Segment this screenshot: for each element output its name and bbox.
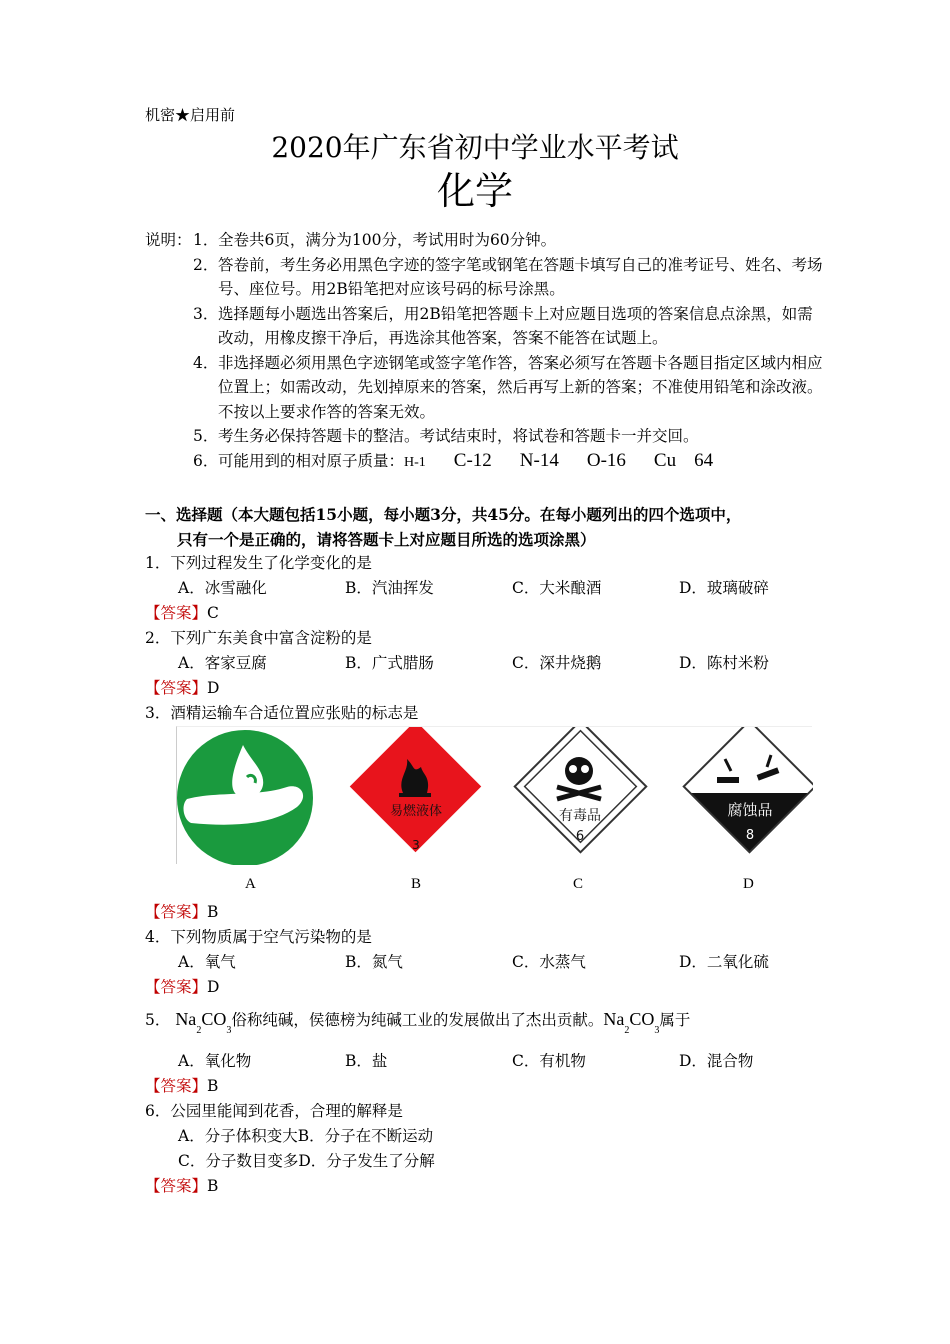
answer <box>145 676 219 698</box>
exam-title: 2020年广东省初中学业水平考试 <box>271 131 679 164</box>
option: C．分子数目变多 <box>178 1152 299 1170</box>
confidential-mark: 机密★启用前 <box>145 106 236 124</box>
answer <box>145 601 219 623</box>
option: B．盐 <box>345 1052 388 1070</box>
answer-value: D <box>207 679 220 697</box>
instr-text: 非选择题必须用黑色字迹钢笔或签字笔作答，答案必须写在答题卡各题目指定区域内相应位置上；如需改动，先划掉原来的答案，然后再写上新的答案；不准使用铅笔和涂改液。不按以上要求作答的答案无效。 <box>218 353 823 421</box>
instr-num: 3． <box>193 304 219 323</box>
option: A．氧气 <box>178 953 236 971</box>
option: D．混合物 <box>679 1052 754 1070</box>
question-options <box>178 651 846 673</box>
mass-c: C-12 <box>453 449 492 471</box>
answer <box>145 1074 218 1096</box>
option: D．陈村米粉 <box>679 654 769 672</box>
instr-num: 5． <box>193 427 219 445</box>
formula-sub: 3 <box>226 1025 232 1036</box>
option: B．分子在不断运动 <box>297 1127 434 1145</box>
mass-o: O-16 <box>586 449 626 471</box>
hazard-signs-image <box>176 726 812 864</box>
question-stem <box>145 1008 690 1036</box>
question-stem: 2．下列广东美食中富含淀粉的是 <box>145 629 372 647</box>
sign-d-text: 腐蚀品 <box>727 801 773 819</box>
option: D．二氧化硫 <box>679 953 769 971</box>
answer <box>145 975 219 997</box>
formula-na2co3 <box>603 1009 660 1036</box>
formula-sub: 2 <box>196 1025 202 1036</box>
formula-na2co3 <box>175 1009 232 1036</box>
mass-cu: Cu <box>653 449 677 471</box>
sign-b-num: 3 <box>412 838 420 852</box>
formula-na: Na <box>603 1009 625 1029</box>
instructions <box>145 228 825 475</box>
sign-d-num: 8 <box>745 828 755 843</box>
instr-text: 选择题每小题选出答案后，用2B铅笔把答题卡上对应题目选项的答案信息点涂黑，如需改动，用橡皮擦干净后，再选涂其他答案，答案不能答在试题上。 <box>218 304 813 347</box>
option: A．氧化物 <box>178 1052 252 1070</box>
answer-value: B <box>207 1177 219 1195</box>
mass-h: H-1 <box>404 454 426 470</box>
question-options <box>178 950 846 972</box>
formula-na: Na <box>175 1009 197 1029</box>
answer-bracket: 【答案】 <box>145 903 208 921</box>
answer-bracket: 【答案】 <box>145 604 208 622</box>
option: C．大米酿酒 <box>512 579 602 597</box>
image-label-c: C <box>573 876 584 892</box>
answer-value: B <box>207 903 219 921</box>
answer-value: C <box>207 604 219 622</box>
exam-subject: 化学 <box>436 169 513 213</box>
option: D．分子发生了分解 <box>298 1152 435 1170</box>
instructions-lead: 说明： <box>145 231 192 249</box>
section-line2: 只有一个是正确的，请将答题卡上对应题目所选的选项涂黑） <box>177 530 596 549</box>
option: A．客家豆腐 <box>178 654 267 672</box>
question-text: 俗称纯碱，侯德榜为纯碱工业的发展做出了杰出贡献。 <box>231 1011 604 1029</box>
option: B．汽油挥发 <box>345 579 434 597</box>
sign-a-water-icon <box>177 730 313 865</box>
hazard-signs <box>177 727 813 865</box>
mass-n: N-14 <box>519 449 559 471</box>
option: C．水蒸气 <box>512 953 586 971</box>
question-num: 5． <box>145 1011 171 1029</box>
answer-bracket: 【答案】 <box>145 1177 208 1195</box>
option: B．氮气 <box>345 953 403 971</box>
image-label-a: A <box>245 876 256 892</box>
formula-co: CO <box>629 1009 655 1029</box>
answer-bracket: 【答案】 <box>145 978 208 996</box>
image-label-b: B <box>411 876 422 892</box>
option: C．有机物 <box>512 1052 586 1070</box>
sign-b-text: 易燃液体 <box>389 804 443 819</box>
question-stem: 6．公园里能闻到花香，合理的解释是 <box>145 1102 403 1120</box>
instr-num: 6． <box>193 451 219 470</box>
answer-bracket: 【答案】 <box>145 1077 208 1095</box>
formula-sub: 3 <box>654 1025 660 1036</box>
question-stem: 3．酒精运输车合适位置应张贴的标志是 <box>145 704 419 722</box>
instr-num: 2． <box>193 255 219 274</box>
answer <box>145 900 218 922</box>
question-stem: 1．下列过程发生了化学变化的是 <box>145 554 372 572</box>
masses-label: 可能用到的相对原子质量： <box>218 451 405 470</box>
instr-text: 考生务必保持答题卡的整洁。考试结束时，将试卷和答题卡一并交回。 <box>218 427 699 445</box>
answer-bracket: 【答案】 <box>145 679 208 697</box>
option: A．冰雪融化 <box>178 579 267 597</box>
formula-co: CO <box>201 1009 227 1029</box>
instr-text: 全卷共6页，满分为100分，考试用时为60分钟。 <box>218 231 557 249</box>
instr-num: 1． <box>193 231 219 249</box>
sign-c-text: 有毒品 <box>559 808 601 824</box>
question-stem: 4．下列物质属于空气污染物的是 <box>145 928 372 946</box>
question-options <box>178 1124 433 1146</box>
sign-d-corrosive-icon <box>677 727 813 865</box>
question-options <box>178 1049 846 1071</box>
instr-text: 答卷前，考生务必用黑色字迹的签字笔或钢笔在答题卡填写自己的准考证号、姓名、考场号、座位号。用2B铅笔把对应该号码的标号涂黑。 <box>218 255 823 298</box>
question-options <box>178 1149 435 1171</box>
section-line1: 一、选择题（本大题包括15小题，每小题3分，共45分。在每小题列出的四个选项中， <box>145 505 742 524</box>
mass-cu-value: 64 <box>694 449 714 471</box>
section-heading <box>145 502 815 552</box>
answer-value: D <box>207 978 220 996</box>
option: D．玻璃破碎 <box>679 579 769 597</box>
answer-value: B <box>207 1077 219 1095</box>
question-options <box>178 576 846 598</box>
image-label-d: D <box>743 876 754 892</box>
answer <box>145 1174 218 1196</box>
formula-sub: 2 <box>624 1025 630 1036</box>
sign-c-num: 6 <box>575 829 585 844</box>
option: B．广式腊肠 <box>345 654 434 672</box>
instr-num: 4． <box>193 353 219 372</box>
option: A．分子体积变大 <box>178 1127 298 1145</box>
option: C．深井烧鹅 <box>512 654 602 672</box>
question-text: 属于 <box>659 1011 691 1029</box>
sign-c-toxic-icon <box>515 727 647 852</box>
atomic-masses <box>145 449 825 476</box>
sign-b-flammable-icon <box>350 727 482 852</box>
